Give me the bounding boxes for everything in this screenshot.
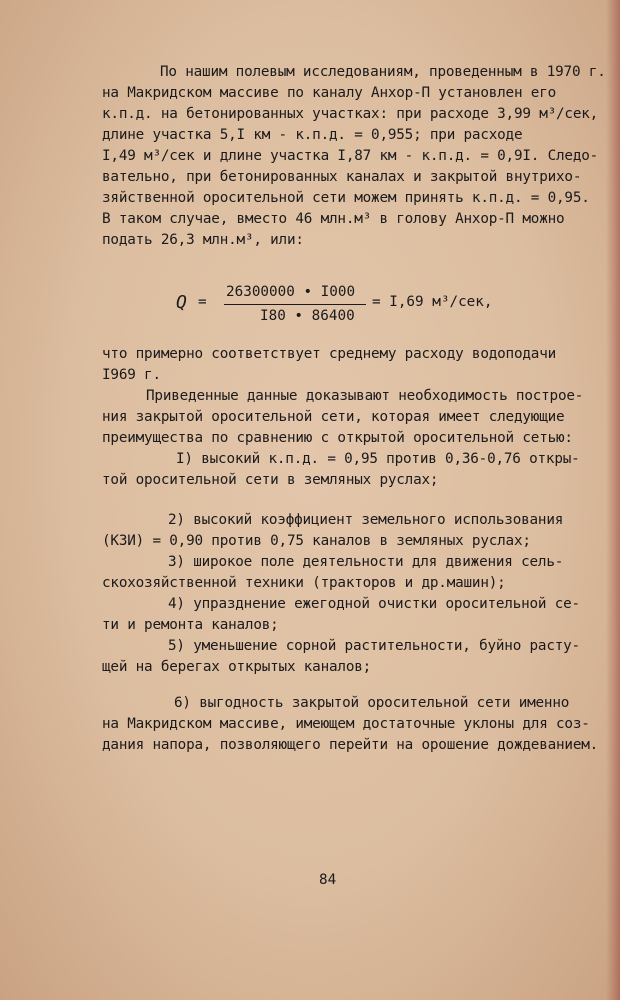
list-item: 5) уменьшение сорной растительности, буйно расту- (168, 638, 580, 654)
text-line: к.п.д. на бетонированных участках: при расходе 3,99 м³/сек, (102, 106, 599, 122)
text-line: вательно, при бетонированных каналах и закрытой внутрихо- (102, 169, 582, 185)
formula-symbol: Q (176, 292, 187, 313)
list-item: 2) высокий коэффициент земельного использования (168, 512, 564, 528)
text-line: По нашим полевым исследованиям, проведенным в 1970 г. (160, 64, 606, 80)
text-line: I969 г. (102, 367, 161, 383)
list-item: на Макридском массиве, имеющем достаточные уклоны для соз- (102, 716, 590, 732)
text-line: длине участка 5,I км - к.п.д. = 0,955; при расходе (102, 127, 523, 143)
text-line: преимущества по сравнению с открытой оросительной сетью: (102, 430, 573, 446)
text-line: Приведенные данные доказывают необходимость построе- (146, 388, 584, 404)
text-line: В таком случае, вместо 46 млн.м³ в голову Анхор-П можно (102, 211, 565, 227)
formula-denominator: I80 • 86400 (260, 308, 355, 324)
list-item: щей на берегах открытых каналов; (102, 659, 372, 675)
text-line: I,49 м³/сек и длине участка I,87 км - к.п.д. = 0,9I. Следо- (102, 148, 599, 164)
paper-edge (606, 0, 620, 1000)
formula-equals: = (198, 294, 207, 310)
page-number: 84 (319, 872, 337, 888)
text-line: подать 26,3 млн.м³, или: (102, 232, 304, 248)
formula-result: = I,69 м³/сек, (372, 294, 493, 310)
text-line: зяйственной оросительной сети можем принять к.п.д. = 0,95. (102, 190, 590, 206)
list-item: 6) выгодность закрытой оросительной сети именно (174, 695, 570, 711)
text-line: той оросительной сети в земляных руслах; (102, 472, 439, 488)
fraction-bar (224, 304, 366, 305)
list-item: (КЗИ) = 0,90 против 0,75 каналов в земляных руслах; (102, 533, 531, 549)
flow-rate-formula (176, 284, 506, 328)
list-item: 4) упразднение ежегодной очистки оросительной се- (168, 596, 580, 612)
list-item: скохозяйственной техники (тракторов и др.машин); (102, 575, 506, 591)
text-line: ния закрытой оросительной сети, которая имеет следующие (102, 409, 565, 425)
text-line: I) высокий к.п.д. = 0,95 против 0,36-0,76 откры- (176, 451, 580, 467)
text-line: что примерно соответствует среднему расходу водоподачи (102, 346, 557, 362)
formula-numerator: 26300000 • I000 (226, 284, 356, 300)
list-item: дания напора, позволяющего перейти на орошение дождеванием. (102, 737, 599, 753)
list-item: 3) широкое поле деятельности для движения сель- (168, 554, 564, 570)
list-item: ти и ремонта каналов; (102, 617, 279, 633)
text-line: на Макридском массиве по каналу Анхор-П установлен его (102, 85, 557, 101)
